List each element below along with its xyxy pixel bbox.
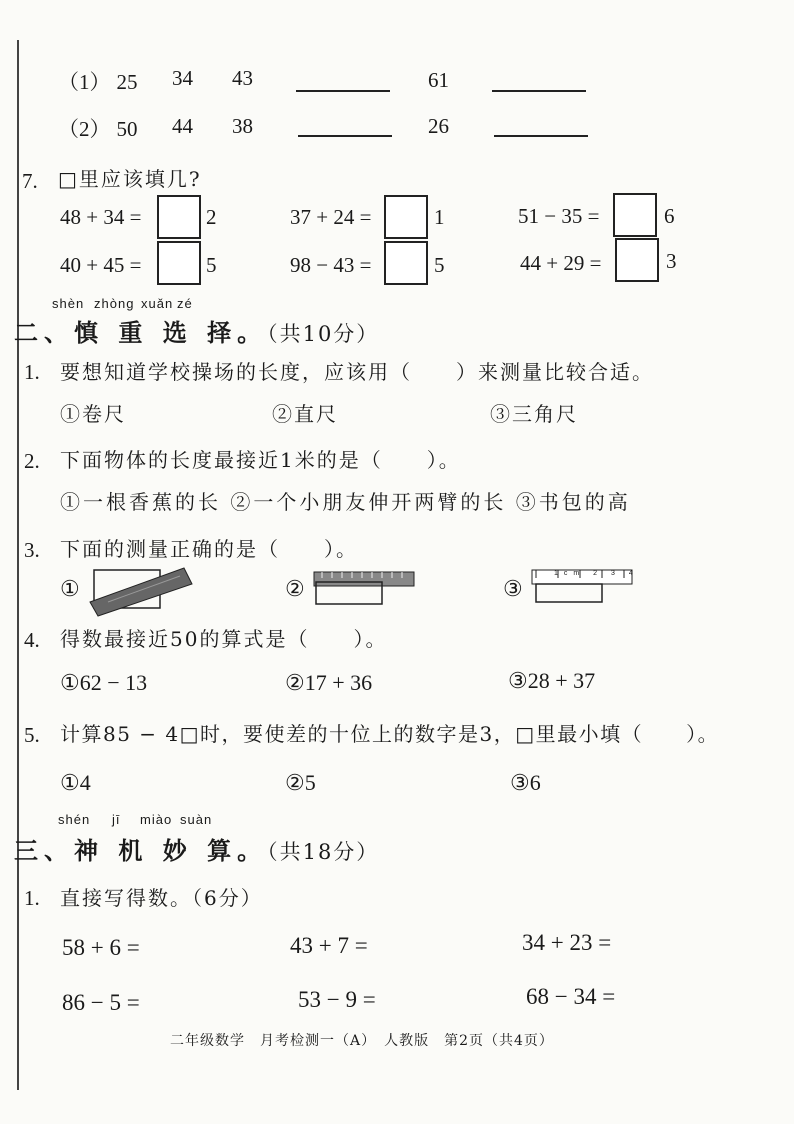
box-equation: 37 + 24 = (290, 205, 372, 229)
calc-item[interactable]: 86 − 5 = (62, 990, 140, 1015)
tilted-ruler-figure (88, 566, 198, 616)
question-number: 4. (24, 628, 40, 652)
question-number: 7. (22, 169, 38, 193)
section-heading (14, 831, 379, 866)
option[interactable]: ①卷尺 (60, 402, 126, 426)
pinyin: shèn (52, 296, 85, 311)
calc-item[interactable]: 58 + 6 = (62, 935, 140, 960)
box-equation-tail: 5 (434, 253, 445, 277)
question-number: 1. (24, 886, 40, 910)
page-footer: 二年级数学 月考检测一（A） 人教版 第2页（共4页） (170, 1033, 554, 1049)
fill-box[interactable] (384, 195, 428, 239)
section-title: 神 机 妙 算。 (74, 836, 268, 865)
box-equation: 44 + 29 = (520, 251, 602, 275)
section-prefix: 三、 (14, 836, 74, 865)
option[interactable]: ① (60, 576, 80, 601)
box-equation: 98 − 43 = (290, 253, 372, 277)
box-equation-tail: 3 (666, 249, 677, 273)
sequence-item: 38 (232, 114, 253, 138)
section-points: （共10分） (267, 322, 380, 346)
question-stem: 计算85 − 4□时，要使差的十位上的数字是3，□里最小填（ ）。 (60, 722, 720, 746)
fill-box[interactable] (384, 241, 428, 285)
sequence-item: 25 (116, 70, 138, 94)
pinyin: zé (177, 296, 193, 311)
sequence-item: 61 (428, 68, 449, 92)
question-stem: 下面物体的长度最接近1米的是（ ）。 (60, 448, 461, 472)
box-equation: 40 + 45 = (60, 253, 142, 277)
box-equation: 48 + 34 = (60, 205, 142, 229)
answer-blank[interactable] (296, 90, 390, 92)
pinyin: suàn (180, 812, 213, 827)
question-title: □里应该填几? (58, 167, 202, 191)
calc-item[interactable]: 68 − 34 = (526, 984, 616, 1009)
calc-item[interactable]: 53 − 9 = (298, 987, 376, 1012)
question-title: 直接写得数。（6分） (60, 886, 263, 910)
box-equation-tail: 5 (206, 253, 217, 277)
sequence-row-1 (58, 66, 138, 96)
question-stem: 下面的测量正确的是（ ）。 (60, 537, 358, 561)
answer-blank[interactable] (494, 135, 588, 137)
box-equation-tail: 2 (206, 205, 217, 229)
pinyin: xuǎn (141, 296, 174, 311)
fill-box[interactable] (613, 193, 657, 237)
page-edge-line (17, 40, 19, 1090)
question-number: 1. (24, 360, 40, 384)
section-points: （共18分） (267, 840, 380, 864)
sequence-label: （2） (58, 117, 111, 141)
section-heading (14, 313, 379, 348)
option[interactable]: ② (285, 576, 305, 601)
option[interactable]: ①62 − 13 (60, 670, 148, 695)
sequence-item: 26 (428, 114, 449, 138)
question-stem: 得数最接近50的算式是（ ）。 (60, 627, 388, 651)
fill-box[interactable] (615, 238, 659, 282)
pinyin: zhòng (94, 296, 135, 311)
option[interactable]: ③28 + 37 (508, 668, 596, 693)
question-number: 3. (24, 538, 40, 562)
pinyin: shén (58, 812, 91, 827)
question-number: 5. (24, 723, 40, 747)
sequence-row-2 (58, 113, 138, 143)
option[interactable]: ③三角尺 (490, 402, 578, 426)
options-line[interactable]: ①一根香蕉的长 ②一个小朋友伸开两臂的长 ③书包的高 (60, 490, 631, 514)
box-equation-tail: 1 (434, 205, 445, 229)
sequence-label: （1） (58, 70, 111, 94)
ruler-label: 1cm 2 3 4 (554, 570, 639, 577)
sequence-item: 50 (116, 117, 138, 141)
box-equation: 51 − 35 = (518, 204, 600, 228)
calc-item[interactable]: 43 + 7 = (290, 933, 368, 958)
sequence-item: 34 (172, 66, 193, 90)
question-stem: 要想知道学校操场的长度，应该用（ ）来测量比较合适。 (60, 360, 654, 384)
answer-blank[interactable] (298, 135, 392, 137)
offset-ruler-figure (312, 570, 422, 606)
pinyin: miào (140, 812, 173, 827)
fill-box[interactable] (157, 241, 201, 285)
option[interactable]: ①4 (60, 770, 91, 795)
question-number: 2. (24, 449, 40, 473)
option[interactable]: ③6 (510, 770, 541, 795)
sequence-item: 44 (172, 114, 193, 138)
option[interactable]: ②5 (285, 770, 316, 795)
option[interactable]: ③ (503, 576, 523, 601)
option[interactable]: ②17 + 36 (285, 670, 373, 695)
sequence-item: 43 (232, 66, 253, 90)
section-prefix: 二、 (14, 318, 74, 347)
option[interactable]: ②直尺 (272, 402, 338, 426)
section-title: 慎 重 选 择。 (74, 318, 268, 347)
fill-box[interactable] (157, 195, 201, 239)
box-equation-tail: 6 (664, 204, 675, 228)
calc-item[interactable]: 34 + 23 = (522, 930, 612, 955)
answer-blank[interactable] (492, 90, 586, 92)
pinyin: jī (112, 812, 121, 827)
